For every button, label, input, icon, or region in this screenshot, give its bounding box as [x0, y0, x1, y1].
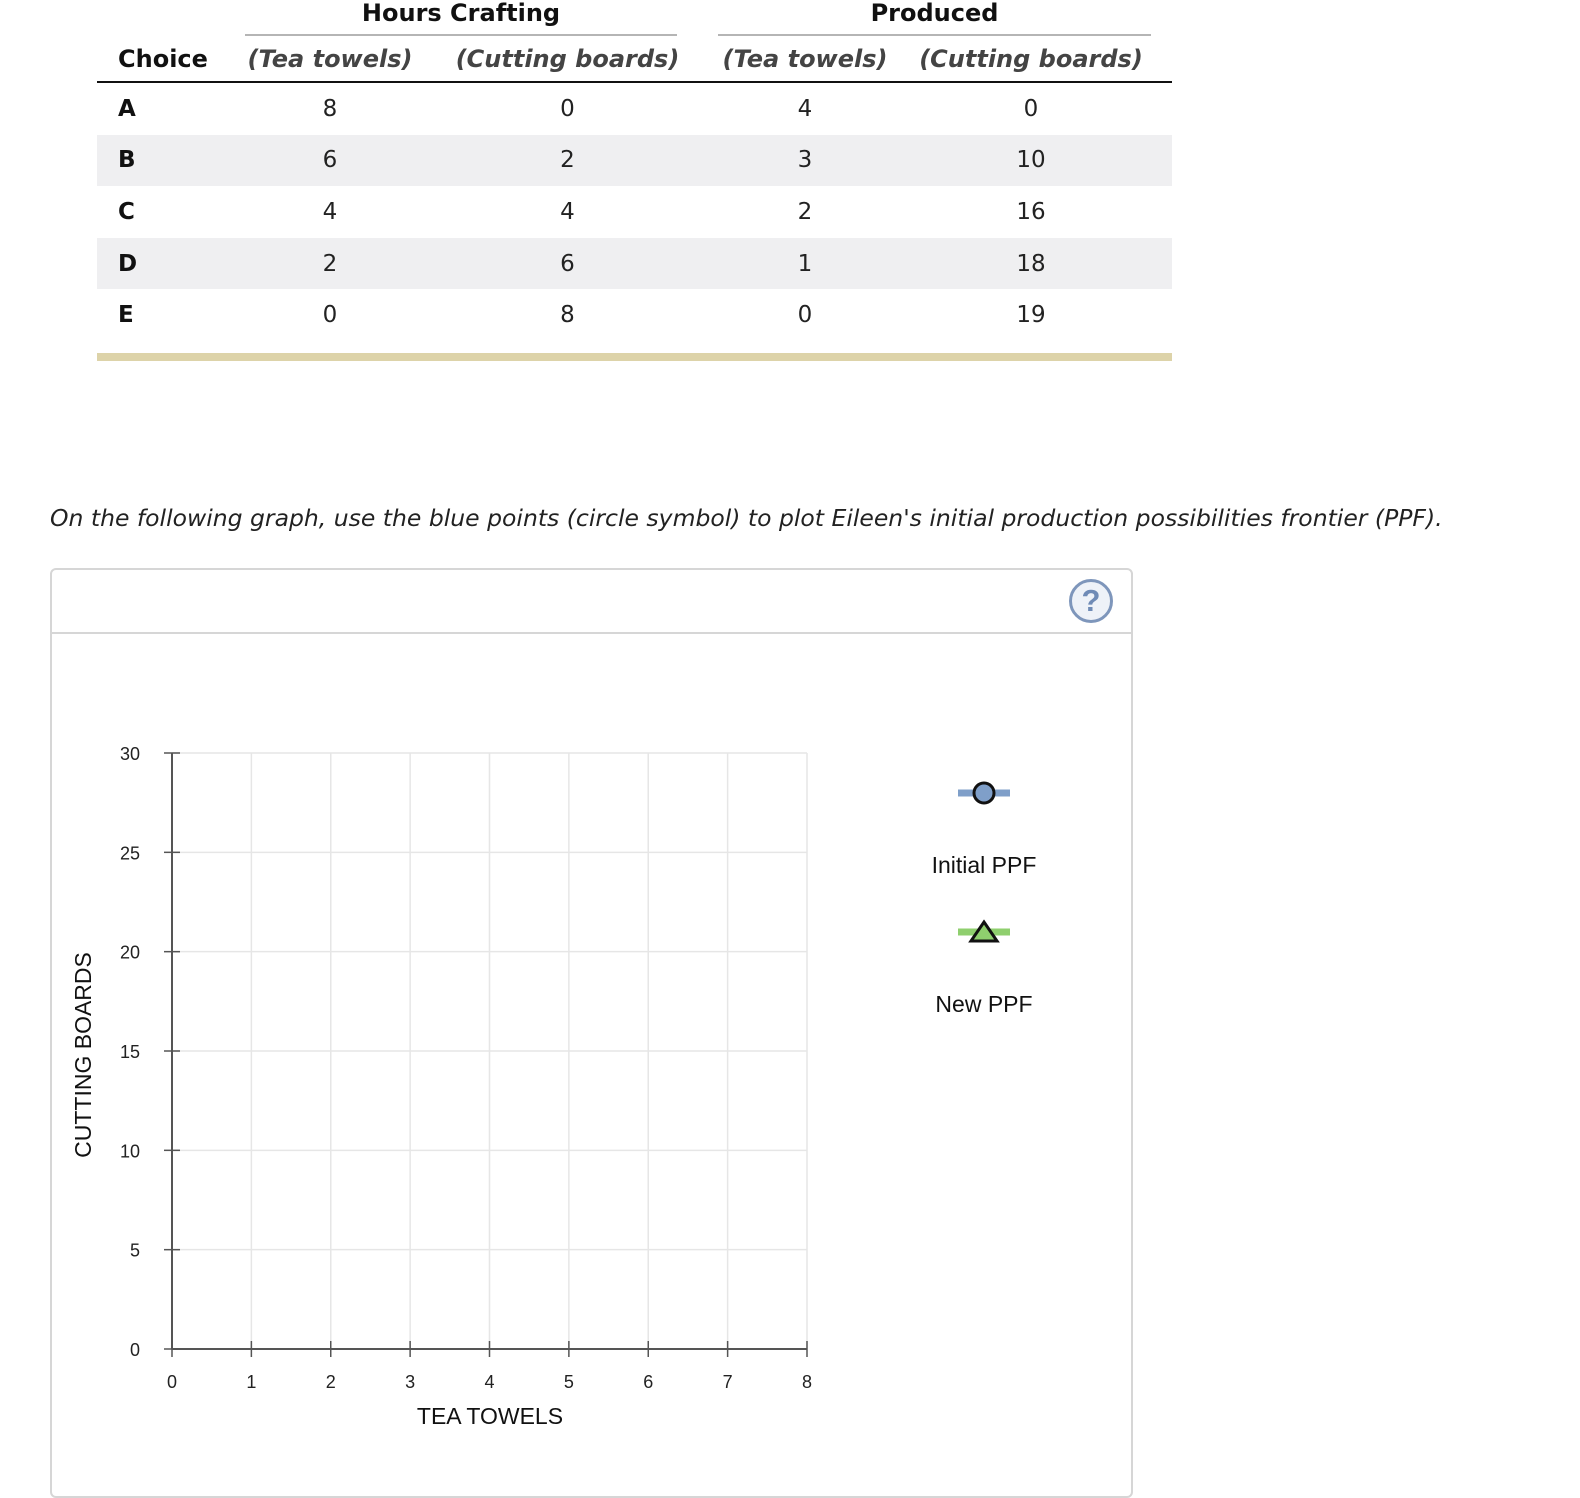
x-tick-label: 0 — [166, 1372, 178, 1392]
hours-boards-cell: 6 — [415, 238, 720, 290]
y-axis-title: CUTTING BOARDS — [70, 952, 96, 1158]
hours-boards-cell: 4 — [560, 198, 575, 225]
tick-labels — [120, 744, 812, 1392]
x-tick-label: 4 — [484, 1372, 495, 1392]
choice-cell: C — [118, 198, 135, 225]
y-tick-label: 10 — [119, 1141, 140, 1162]
hours-tea-cell: 8 — [322, 95, 338, 122]
x-axis-title: TEA TOWELS — [416, 1403, 564, 1429]
produced-tea-cell: 3 — [720, 135, 890, 187]
column-header-produced-tea-towels: (Tea towels) — [720, 36, 890, 82]
help-button[interactable]: ? — [1069, 579, 1113, 623]
produced-tea-cell: 0 — [797, 302, 813, 329]
legend-initial-ppf-label: Initial PPF — [931, 852, 1037, 878]
table-row — [97, 289, 1172, 341]
table-header-row — [97, 36, 1172, 82]
group-header-produced: Produced — [718, 0, 1151, 36]
produced-boards-cell: 18 — [890, 238, 1172, 290]
choice-cell: A — [118, 95, 136, 122]
column-header-hours-cutting-boards: (Cutting boards) — [415, 36, 720, 82]
circle-marker-icon — [974, 783, 994, 803]
tick-marks — [164, 753, 807, 1357]
y-tick-label: 25 — [119, 843, 140, 864]
y-tick-label: 20 — [119, 942, 140, 963]
hours-tea-cell: 0 — [322, 302, 338, 329]
x-tick-label: 3 — [405, 1372, 416, 1392]
column-header-produced-cutting-boards: (Cutting boards) — [890, 36, 1172, 82]
choice-cell: E — [118, 302, 134, 329]
produced-tea-cell: 1 — [720, 238, 890, 290]
hours-tea-cell: 6 — [245, 135, 415, 187]
x-tick-label: 8 — [801, 1372, 813, 1392]
table-row — [97, 238, 1172, 290]
grid-lines — [172, 753, 807, 1349]
produced-tea-cell: 2 — [797, 198, 813, 225]
x-tick-label: 2 — [325, 1372, 336, 1392]
hours-tea-cell: 2 — [245, 238, 415, 290]
x-tick-label: 6 — [643, 1372, 654, 1392]
hours-tea-cell: 4 — [322, 198, 338, 225]
table-footer-rule — [97, 353, 1172, 361]
table-row — [97, 135, 1172, 187]
graph-instruction: On the following graph, use the blue points (circle symbol) to plot Eileen's initial production possibilities frontier (PPF). — [50, 504, 1443, 532]
y-tick-label: 30 — [119, 744, 140, 764]
choice-cell: D — [97, 238, 245, 290]
y-tick-label: 5 — [129, 1240, 140, 1261]
ppf-graph[interactable] — [52, 570, 1135, 1480]
legend-initial-ppf-tool[interactable] — [958, 783, 1010, 803]
graph-panel — [50, 568, 1133, 1498]
column-header-choice: Choice — [97, 36, 245, 82]
production-table — [97, 36, 1172, 341]
produced-boards-cell: 16 — [1016, 198, 1046, 225]
x-tick-label: 1 — [246, 1372, 257, 1392]
table-row — [97, 186, 1172, 238]
y-tick-label: 0 — [129, 1340, 140, 1360]
produced-boards-cell: 19 — [1016, 302, 1046, 329]
produced-boards-cell: 0 — [1023, 95, 1039, 122]
group-header-hours-crafting: Hours Crafting — [245, 0, 677, 36]
x-tick-label: 7 — [722, 1372, 733, 1392]
legend-new-ppf-tool[interactable] — [958, 922, 1010, 941]
hours-boards-cell: 2 — [415, 135, 720, 187]
produced-tea-cell: 4 — [797, 95, 813, 122]
table-row — [97, 82, 1172, 135]
y-tick-label: 15 — [119, 1042, 140, 1062]
hours-boards-cell: 0 — [560, 95, 575, 122]
choice-cell: B — [97, 135, 245, 187]
produced-boards-cell: 10 — [890, 135, 1172, 187]
column-header-hours-tea-towels: (Tea towels) — [245, 36, 415, 82]
hours-boards-cell: 8 — [560, 302, 575, 329]
x-tick-label: 5 — [563, 1372, 574, 1392]
legend-new-ppf-label: New PPF — [935, 991, 1033, 1017]
